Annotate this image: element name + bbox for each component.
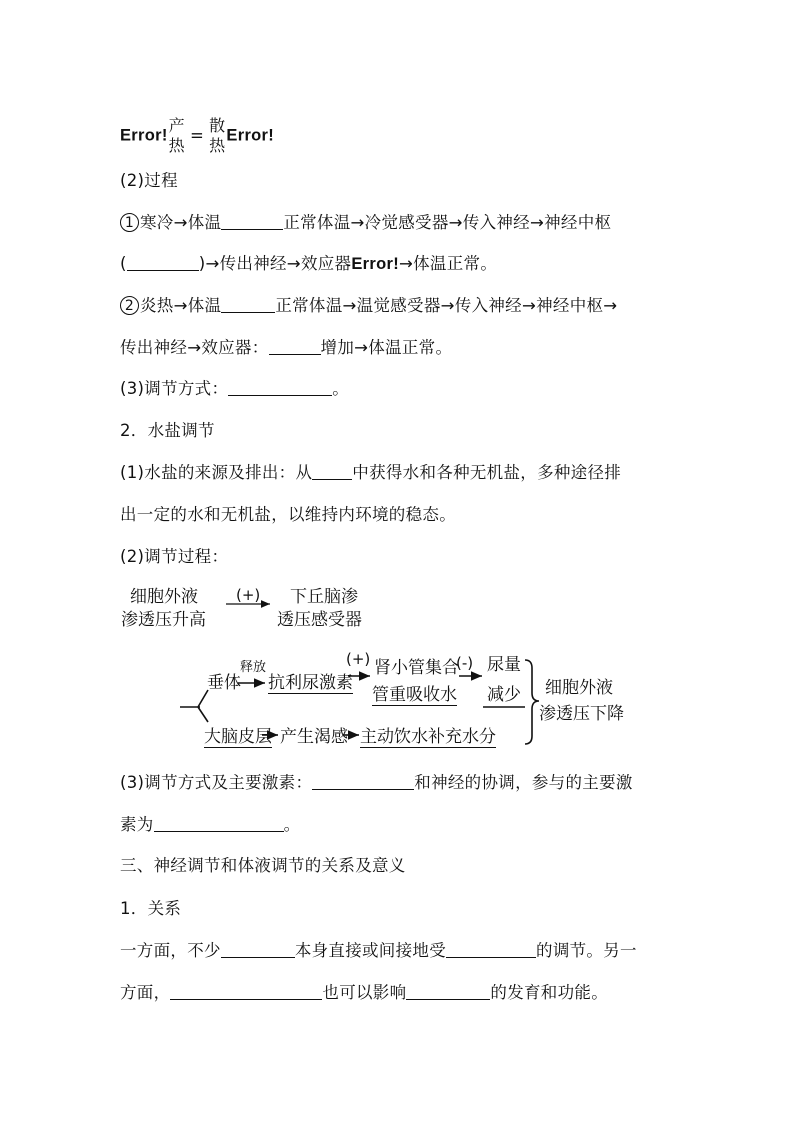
positive-sign: (+) [236, 586, 261, 604]
positive-sign: (+) [346, 650, 371, 668]
drink-label: 主动饮水补充水分 [360, 727, 496, 747]
section-three-heading: 三、神经调节和体液调节的关系及意义 [120, 856, 406, 875]
water-salt-heading: 2．水盐调节 [120, 421, 215, 440]
equals-sign: = [189, 126, 205, 145]
process-heading: (2)过程 [120, 171, 178, 190]
thirst-label: 产生渴感 [280, 727, 348, 747]
kidney-label-top: 肾小管集合 [374, 658, 459, 678]
water-source-line2: 出一定的水和无机盐，以维持内环境的稳态。 [120, 505, 456, 524]
urine-label-bottom: 减少 [487, 685, 521, 705]
hot-process-line1: 2 炎热→体温 正常体温→温觉感受器→传入神经→神经中枢→ [120, 295, 617, 317]
relationship-heading: 1．关系 [120, 899, 182, 918]
water-source-line1: (1)水盐的来源及排出：从 中获得水和各种无机盐，多种途径排 [120, 463, 622, 482]
error-marker: Error! [226, 126, 275, 145]
cold-process-line2: ( )→传出神经→效应器Error!→体温正常。 [120, 254, 498, 273]
cortex-label: 大脑皮层 [204, 722, 272, 748]
regulation-process-heading: (2)调节过程： [120, 547, 229, 566]
regulation-hormone-line2: 素为 。 [120, 815, 301, 834]
brace [525, 660, 539, 744]
pituitary-label: 垂体 [207, 673, 241, 693]
error-marker: Error! [351, 255, 399, 273]
release-label: 释放 [240, 660, 267, 675]
hot-process-line2: 传出神经→效应器： 增加→体温正常。 [120, 338, 453, 357]
receptor-label-bottom: 透压感受器 [277, 610, 362, 630]
negative-sign: (-) [456, 654, 474, 672]
answer-blank[interactable] [154, 815, 284, 832]
error-marker: Error! [120, 126, 168, 145]
circled-number: 1 [120, 213, 139, 232]
adh-label: 抗利尿激素 [268, 668, 353, 694]
receptor-label-top: 下丘脑渗 [290, 587, 358, 607]
answer-blank[interactable] [446, 941, 536, 958]
regulation-mode-line: (3)调节方式： 。 [120, 379, 350, 398]
relationship-line2: 方面， 也可以影响 的发育和功能。 [120, 983, 609, 1002]
kidney-label-bottom: 管重吸收水 [372, 680, 457, 706]
urine-label-top: 尿量 [487, 655, 521, 675]
branch-fork [180, 690, 208, 722]
heat-dissipation-term: 散 热 [209, 116, 226, 155]
start-label-top: 细胞外液 [130, 587, 198, 607]
circled-number: 2 [120, 296, 139, 315]
result-label-top: 细胞外液 [545, 678, 613, 698]
start-label-bottom: 渗透压升高 [121, 610, 206, 630]
result-label-bottom: 渗透压下降 [539, 704, 624, 724]
answer-blank[interactable] [406, 983, 490, 1000]
heat-production-term: 产 热 [168, 116, 185, 155]
cold-process-line1: 1 寒冷→体温 正常体温→冷觉感受器→传入神经→神经中枢 [120, 212, 611, 234]
regulation-hormone-line1: (3)调节方式及主要激素： 和神经的协调，参与的主要激 [120, 773, 633, 792]
answer-blank[interactable] [170, 983, 322, 1000]
answer-blank[interactable] [312, 773, 414, 790]
relationship-line1: 一方面，不少 本身直接或间接地受 的调节。另一 [120, 941, 637, 960]
answer-blank[interactable] [221, 941, 295, 958]
